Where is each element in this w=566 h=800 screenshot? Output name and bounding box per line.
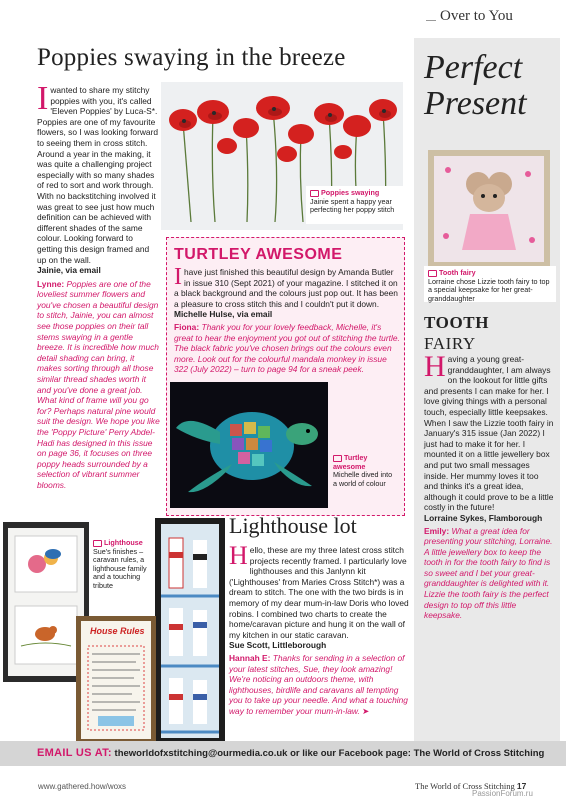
tooth-fairy-title (424, 312, 489, 354)
caption-title: Tooth fairy (439, 268, 476, 277)
poppies-letter (37, 80, 160, 491)
lighthouse-text: ello, these are my three latest cross stitch projects recently framed. I particularly love lighthouses and this Janlynn kit ('Lighthouses' from Maries Cross Stitch*) was a dream to stitch. The one with the two birds is in memory of my dear mum-in-law Doris who loved robins. I combined two charts to create the home/caravan picture and hung it on the wall of my kitchen in our static caravan. (229, 545, 409, 640)
sidebar-banner-line1: Perfect (424, 49, 523, 86)
sidebar-banner-line2: Present (424, 85, 527, 122)
turtle-reply-name: Fiona: (174, 321, 200, 332)
tooth-fairy-photo (428, 150, 550, 268)
footer-url[interactable]: www.gathered.how/woxs (38, 782, 127, 791)
arrow-right-icon: ➤ (362, 705, 370, 716)
caption-text: Michelle dived into a world of colour (333, 470, 393, 488)
sidebar-banner (424, 50, 527, 122)
lighthouse-title: Lighthouse lot (229, 513, 357, 538)
camera-icon (310, 190, 319, 197)
caption-title: Poppies swaying (321, 188, 380, 197)
lighthouse-letter (229, 541, 409, 717)
turtle-dropcap: I (174, 264, 182, 290)
section-tag (440, 8, 560, 32)
tooth-fairy-dropcap: H (424, 350, 446, 383)
tooth-fairy-signoff: Lorraine Sykes, Flamborough (424, 512, 543, 523)
tooth-fairy-reply-name: Emily: (424, 525, 450, 536)
tooth-fairy-caption (424, 266, 556, 302)
tooth-fairy-title-line1: TOOTH (424, 313, 490, 332)
turtle-signoff: Michelle Hulse, via email (174, 309, 273, 320)
camera-icon (333, 455, 342, 462)
caption-title: Turtley awesome (333, 453, 368, 471)
lighthouse-dropcap: H (229, 541, 248, 570)
letter-text: wanted to share my stitchy poppies with you, it's called 'Eleven Poppies' by Luca-S*. Poppies are one of my favourite flowers, so I was looking forward to seeing them in cross stitch. Around a year in the making, it was quite a challenging project especially with so many shades of red to sort and work through. With no backstitching involved it was great to see just how much definition can be achieved with different shades of the same colour. Looking forward to getting this design framed and up on the wall. (37, 85, 159, 265)
lighthouse-signoff: Sue Scott, Littleborough (229, 640, 327, 651)
reply-name: Lynne: (37, 278, 65, 289)
poppies-caption (306, 186, 403, 224)
watermark: PassionForum.ru (472, 789, 533, 798)
lighthouse-reply-text: Thanks for sending in a selection of your latest stitches, Sue, they look amazing! We're noticing an outdoors theme, with lighthouses, birdlife and caravans all tempting you to take up your needle. And what a touching way to remember your mum-in-law. (229, 652, 408, 716)
email-address-link[interactable]: theworldofxstitching@ourmedia.co.uk (114, 748, 288, 759)
caption-text: Lorraine chose Lizzie tooth fairy to top a special keepsake for her great-granddaughter (428, 276, 550, 303)
turtle-photo (170, 382, 328, 508)
page-title: Poppies swaying in the breeze (37, 44, 346, 71)
camera-icon (93, 540, 102, 547)
lighthouse-frame-photo (155, 518, 225, 744)
letter-signoff: Jainie, via email (37, 265, 101, 276)
lighthouse-caption (89, 536, 155, 598)
camera-icon (428, 270, 437, 277)
facebook-text: or like our Facebook page: The World of Cross Stitching (287, 748, 545, 759)
email-label: EMAIL US AT: (37, 747, 112, 759)
dropcap: I (37, 80, 49, 117)
turtle-box (166, 237, 405, 516)
turtle-caption (329, 451, 399, 499)
reply-text: Poppies are one of the loveliest summer flowers and you've chosen a beautiful design to stitch, Jainie, you can almost see those poppies on their tall stems swaying in a gentle breeze. It is incredible how much detail shading can bring, it makes sorting through all those similar thread shades worth it and you've done a great job. What kind of frame will you go for? Perhaps natural pine would suit the design. We hope you like the 'Poppy Picture' Perry Abdel-Hadi has designed in this issue on page 36, it focuses on three poppy heads surrounded by a selection of vibrant summer blooms. (37, 278, 160, 490)
house-rules-photo (76, 616, 156, 744)
caption-title: Lighthouse (104, 538, 143, 547)
email-line (37, 747, 544, 759)
caption-text: Sue's finishes – caravan rules, a lighthouse family and a touching tribute (93, 546, 147, 590)
turtle-reply-text: Thank you for your lovely feedback, Michelle, it's great to hear the enjoyment you got out of stitching the turtle. The black fabric you've chosen brings out the colours even more. Look out for the colourful mandala monkey in issue 322 (July 2022) – turn to page 94 for a sneak peek. (174, 321, 400, 375)
lighthouse-reply-name: Hannah E: (229, 652, 271, 663)
turtle-title: TURTLEY AWESOME (174, 246, 343, 263)
turtle-letter (174, 264, 400, 375)
section-tag-label: Over to You (440, 8, 513, 24)
section-tag-rule (426, 20, 436, 21)
tooth-fairy-text: aving a young great-granddaughter, I am always on the lookout for little gifts and presents I can make for her. I love giving things with a personal touch, especially little keepsakes. When I saw the Lizzie tooth fairy in January's 315 issue (Jan 2022) I just had to make it for her. I mounted it on a little jewellery box and put two small messages inside. Her mummy loves it too and thinks it's a great idea, although it could prove to be a little costly in the future! (424, 354, 554, 513)
tooth-fairy-title-line2: FAIRY (424, 334, 476, 353)
sampler-heading: House Rules (90, 626, 145, 636)
turtle-text: have just finished this beautiful design by Amanda Butler in issue 310 (Sept 2021) of your magazine. I stitched it on a black background and the colours just pop out. It has been a pleasure to cross stitch this and I couldn't put it down. (174, 267, 398, 309)
tooth-fairy-reply-text: What a great idea for presenting your stitching, Lorraine. A little jewellery box to keep the tooth in for the tooth fairy to find is so sweet and I bet your great-granddaughter is delighted with it. Lizzie the tooth fairy is the perfect design to top off this little keepsake. (424, 525, 553, 621)
page-number: 17 (516, 781, 527, 791)
tooth-fairy-letter (424, 350, 554, 621)
magazine-name: The World of Cross Stitching (415, 781, 515, 791)
caption-text: Jainie spent a happy year perfecting her poppy stitch (310, 196, 395, 215)
